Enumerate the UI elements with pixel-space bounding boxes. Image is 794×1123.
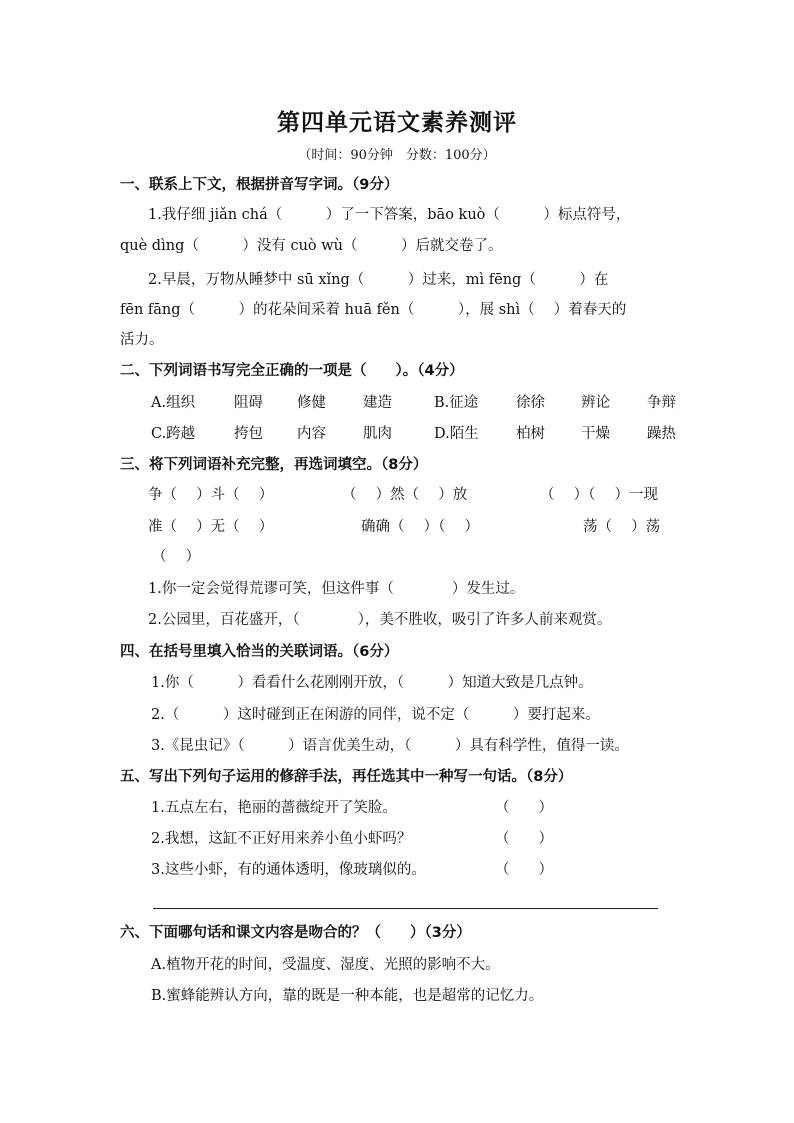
option-b: B.蜜蜂能辨认方向，靠的既是一种本能，也是超常的记忆力。 <box>151 988 544 1004</box>
answer-blank: （ ） <box>495 800 553 816</box>
section-3-heading: 三、将下列词语补充完整，再选词填空。（8分） <box>120 457 428 473</box>
answer-blank: （ ） <box>495 862 553 878</box>
word: A.组织 <box>151 395 196 411</box>
word: 建造 <box>363 395 392 411</box>
section-1-heading: 一、联系上下文，根据拼音写字词。（9分） <box>120 177 399 193</box>
question-line: 1.你一定会觉得荒谬可笑，但这件事（ ）发生过。 <box>148 581 525 597</box>
sentence-item: 3.这些小虾，有的通体透明，像玻璃似的。 <box>151 862 426 878</box>
word: 争辩 <box>647 395 676 411</box>
section-6-heading: 六、下面哪句话和课文内容是吻合的？（ ）（3分） <box>120 925 471 941</box>
word: D.陌生 <box>434 426 479 442</box>
word: 辨论 <box>581 395 610 411</box>
question-line: 2.早晨，万物从睡梦中 sū xǐng（ ）过来，mì fēng（ ）在 <box>148 272 609 288</box>
word: B.征途 <box>434 395 479 411</box>
question-line: fēn fāng（ ）的花朵间采着 huā fěn（ ），展 shì（ ）着春天的 <box>120 302 627 318</box>
section-2-heading: 二、下列词语书写完全正确的一项是（ ）。（4分） <box>120 363 464 379</box>
idiom-blank: 准（ ）无（ ） <box>148 519 274 535</box>
word: 内容 <box>297 426 326 442</box>
sentence-item: 1.五点左右，艳丽的蔷薇绽开了笑脸。 <box>151 800 397 816</box>
question-line: 2.公园里，百花盛开，（ ），美不胜收，吸引了许多人前来观赏。 <box>148 612 612 628</box>
idiom-blank: （ ）（ ）一现 <box>540 487 658 503</box>
question-line: 1.我仔细 jiǎn chá（ ）了一下答案，bāo kuò（ ）标点符号， <box>148 207 631 223</box>
page-title: 第四单元语文素养测评 <box>277 110 517 136</box>
word: 徐徐 <box>516 395 545 411</box>
question-line: 1.你（ ）看看什么花刚刚开放，（ ）知道大致是几点钟。 <box>151 675 593 691</box>
question-line: 3.《昆虫记》（ ）语言优美生动，（ ）具有科学性，值得一读。 <box>151 738 629 754</box>
idiom-blank: 确确（ ）（ ） <box>361 519 479 535</box>
idiom-blank: （ ）然（ ）放 <box>342 487 468 503</box>
question-line: 2.（ ）这时碰到正在闲游的同伴，说不定（ ）要打起来。 <box>151 707 600 723</box>
idiom-blank: 争（ ）斗（ ） <box>148 487 274 503</box>
section-5-heading: 五、写出下列句子运用的修辞手法，再任选其中一种写一句话。（8分） <box>120 769 573 785</box>
question-line: 活力。 <box>120 332 164 348</box>
idiom-blank: 荡（ ）荡 <box>583 519 661 535</box>
word: 干燥 <box>581 426 610 442</box>
idiom-blank: （ ） <box>152 549 201 565</box>
sentence-item: 2.我想，这缸不正好用来养小鱼小虾吗？ <box>151 831 412 847</box>
answer-blank: （ ） <box>495 831 553 847</box>
writing-line <box>153 908 658 909</box>
word: C.跨越 <box>151 426 196 442</box>
question-line: què dìng（ ）没有 cuò wù（ ）后就交卷了。 <box>120 238 503 254</box>
word: 柏树 <box>516 426 545 442</box>
word: 躁热 <box>647 426 676 442</box>
section-4-heading: 四、在括号里填入恰当的关联词语。（6分） <box>120 644 399 660</box>
word: 阻碍 <box>234 395 263 411</box>
option-a: A.植物开花的时间，受温度、湿度、光照的影响不大。 <box>151 957 500 973</box>
exam-info: （时间：90分钟 分数：100分） <box>298 148 496 163</box>
word: 肌肉 <box>363 426 392 442</box>
word: 挎包 <box>234 426 263 442</box>
word: 修健 <box>297 395 326 411</box>
